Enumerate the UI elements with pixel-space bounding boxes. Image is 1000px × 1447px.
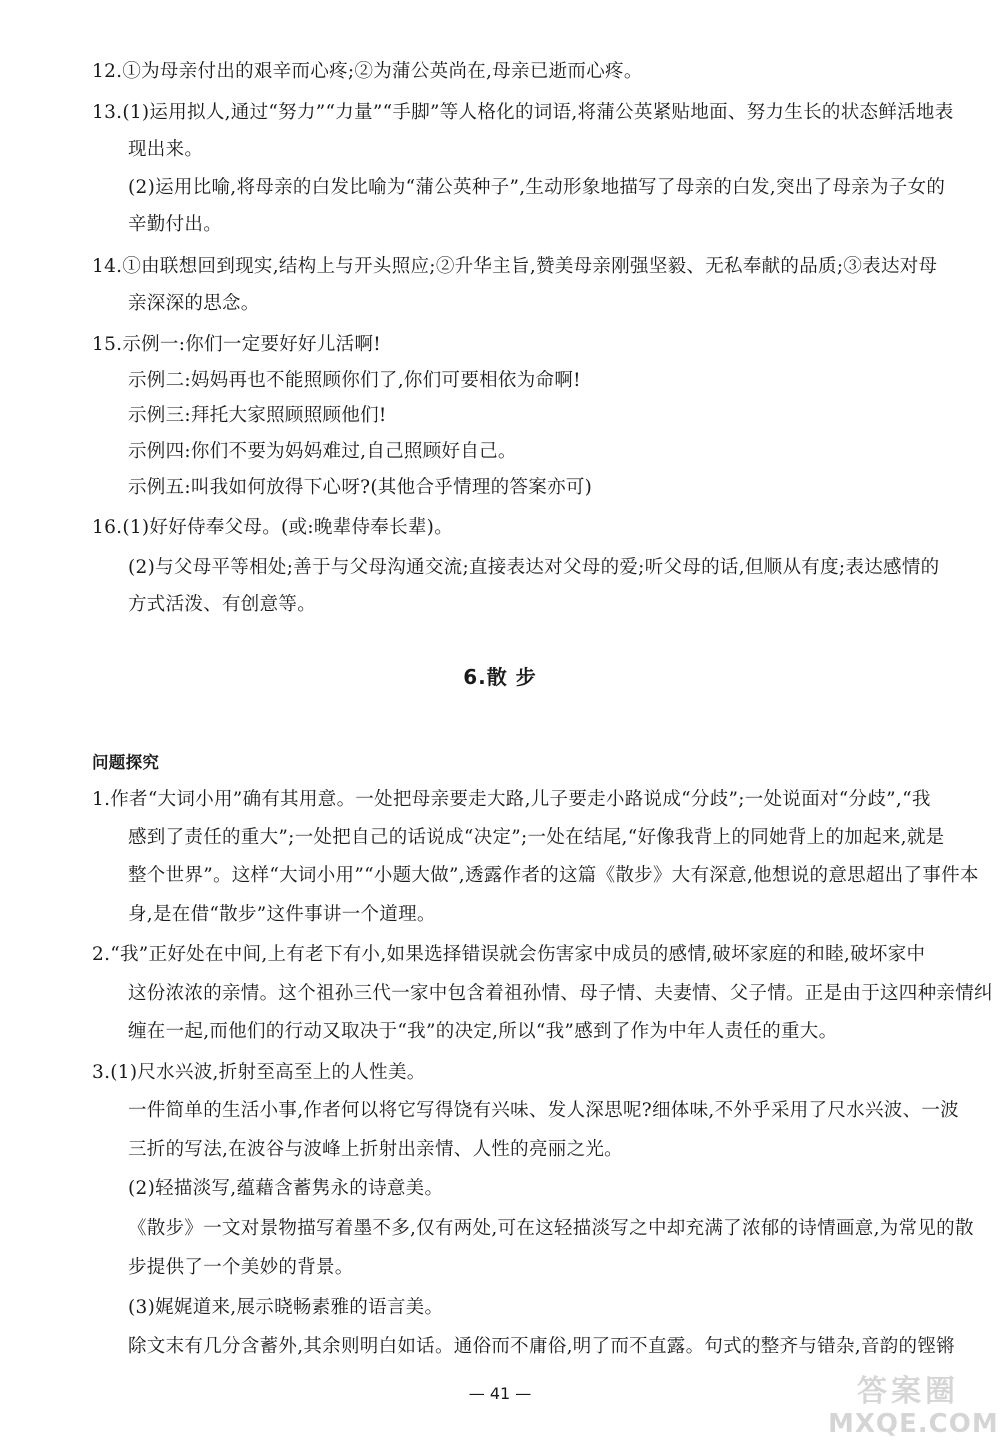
section-answer-1-line-4: 身,是在借“散步”这件事讲一个道理。 — [128, 904, 436, 925]
answer-13-line-3: (2)运用比喻,将母亲的白发比喻为“蒲公英种子”,生动形象地描写了母亲的白发,突出了母亲为子女的 — [128, 177, 946, 198]
page-number: — 41 — — [468, 1384, 532, 1403]
answer-14-line-1: 14.①由联想回到现实,结构上与开头照应;②升华主旨,赞美母亲刚强坚毅、无私奉献的品质;③表达对母 — [92, 256, 938, 277]
answer-15-line-1: 15.示例一:你们一定要好好儿活啊! — [92, 334, 381, 355]
answer-13-line-4: 辛勤付出。 — [128, 214, 223, 235]
answer-13-line-2: 现出来。 — [128, 139, 204, 160]
section-title: 6.散 步 — [463, 665, 537, 689]
answer-15-line-2: 示例二:妈妈再也不能照顾你们了,你们可要相依为命啊! — [128, 370, 581, 391]
answer-14-line-2: 亲深深的思念。 — [128, 293, 260, 314]
section-answer-3-line-6: 步提供了一个美妙的背景。 — [128, 1257, 354, 1278]
answer-13-line-1: 13.(1)运用拟人,通过“努力”“力量”“手脚”等人格化的词语,将蒲公英紧贴地面、努力生长的状态鲜活地表 — [92, 102, 954, 123]
watermark-logo-bottom: MXQE.COM — [828, 1409, 999, 1439]
section-answer-1-line-2: 感到了责任的重大”;一处把自己的话说成“决定”;一处在结尾,“好像我背上的同她背上的加起来,就是 — [128, 827, 945, 848]
answer-16-line-1: 16.(1)好好侍奉父母。(或:晚辈侍奉长辈)。 — [92, 517, 453, 538]
section-answer-1-line-1: 1.作者“大词小用”确有其用意。一处把母亲要走大路,儿子要走小路说成“分歧”;一处说面对“分歧”,“我 — [92, 789, 931, 810]
section-answer-3-line-7: (3)娓娓道来,展示晓畅素雅的语言美。 — [128, 1297, 444, 1318]
section-answer-3-line-8: 除文末有几分含蓄外,其余则明白如话。通俗而不庸俗,明了而不直露。句式的整齐与错杂,音韵的铿锵 — [128, 1336, 955, 1357]
watermark-logo — [828, 1374, 999, 1443]
answer-15-line-4: 示例四:你们不要为妈妈难过,自己照顾好自己。 — [128, 441, 517, 462]
section-answer-3-line-5: 《散步》一文对景物描写着墨不多,仅有两处,可在这轻描淡写之中却充满了浓郁的诗情画意,为常见的散 — [128, 1218, 974, 1239]
watermark-logo-top: 答案圈 — [857, 1374, 959, 1409]
section-answer-2-line-3: 缠在一起,而他们的行动又取决于“我”的决定,所以“我”感到了作为中年人责任的重大。 — [128, 1021, 838, 1042]
answer-16-line-2: (2)与父母平等相处;善于与父母沟通交流;直接表达对父母的爱;听父母的话,但顺从有度;表达感情的 — [128, 557, 940, 578]
section-answer-3-line-1: 3.(1)尺水兴波,折射至高至上的人性美。 — [92, 1062, 426, 1083]
section-subheading: 问题探究 — [92, 753, 160, 772]
section-answer-3-line-2: 一件简单的生活小事,作者何以将它写得饶有兴味、发人深思呢?细体味,不外乎采用了尺水兴波、一波 — [128, 1100, 959, 1121]
section-answer-2-line-2: 这份浓浓的亲情。这个祖孙三代一家中包含着祖孙情、母子情、夫妻情、父子情。正是由于这四种亲情纠 — [128, 983, 993, 1004]
answer-12: 12.①为母亲付出的艰辛而心疼;②为蒲公英尚在,母亲已逝而心疼。 — [92, 61, 643, 82]
section-answer-3-line-3: 三折的写法,在波谷与波峰上折射出亲情、人性的亮丽之光。 — [128, 1139, 623, 1160]
answer-15-line-5: 示例五:叫我如何放得下心呀?(其他合乎情理的答案亦可) — [128, 477, 593, 498]
section-answer-2-line-1: 2.“我”正好处在中间,上有老下有小,如果选择错误就会伤害家中成员的感情,破坏家庭的和睦,破坏家中 — [92, 944, 926, 965]
answer-15-line-3: 示例三:拜托大家照顾照顾他们! — [128, 405, 387, 426]
answer-16-line-3: 方式活泼、有创意等。 — [128, 594, 317, 615]
section-answer-3-line-4: (2)轻描淡写,蕴藉含蓄隽永的诗意美。 — [128, 1178, 444, 1199]
section-answer-1-line-3: 整个世界”。这样“大词小用”“小题大做”,透露作者的这篇《散步》大有深意,他想说的意思超出了事件本 — [128, 865, 979, 886]
